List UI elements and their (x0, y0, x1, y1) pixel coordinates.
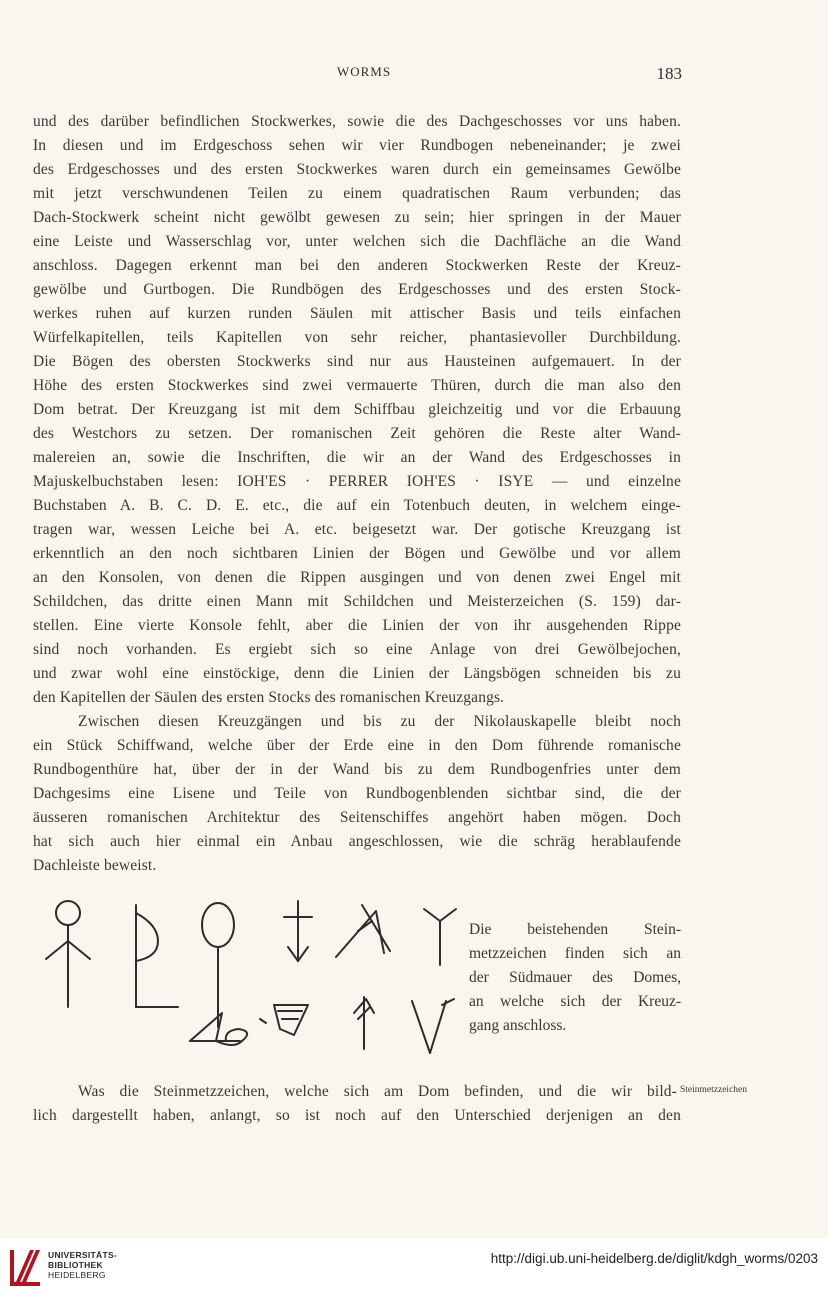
text-line: sind noch vorhanden. Es ergiebt sich so eine Anlage von drei Gewölbejochen, (33, 641, 681, 658)
text-line: eine Leiste und Wasserschlag vor, unter welchen sich die Dachfläche an die Wand (33, 233, 681, 250)
text-line: an den Konsolen, von denen die Rippen ausgingen und von denen zwei Engel mit (33, 569, 681, 586)
text-line: In diesen und im Erdgeschoss sehen wir vier Rundbogen nebeneinander; je zwei (33, 137, 681, 154)
text-line: gewölbe und Gurtbogen. Die Rundbögen des Erdgeschosses und des ersten Stock- (33, 281, 681, 298)
mason-mark-cross-arrow (284, 901, 312, 961)
text-line: mit jetzt verschwundenen Teilen zu einem quadratischen Raum verbunden; das (33, 185, 681, 202)
text-line: werkes ruhen auf kurzen runden Säulen mit attischer Basis und teils einfachen (33, 305, 681, 322)
mason-marks-illustration (40, 895, 460, 1055)
text-line: erkenntlich an den noch sichtbaren Linien der Bögen und Gewölbe und vor allem (33, 545, 681, 562)
text-line: Dom betrat. Der Kreuzgang ist mit dem Schiffbau gleichzeitig und vor die Erbauung (33, 401, 681, 418)
caption-line: gang anschloss. (469, 1017, 567, 1034)
text-line: malereien an, sowie die Inschriften, die wir an der Wand des Erdgeschosses in (33, 449, 681, 466)
text-line: den Kapitellen der Säulen des ersten Stocks des romanischen Kreuzgangs. (33, 689, 505, 706)
caption-line: der Südmauer des Domes, (469, 969, 681, 986)
text-line: äusseren romanischen Architektur des Seitenschiffes angehört haben mögen. Doch (33, 809, 681, 826)
mason-mark-v (412, 999, 454, 1053)
text-line: Höhe des ersten Stockwerkes sind zwei vermauerte Thüren, durch die man also den (33, 377, 681, 394)
source-url-link[interactable]: http://digi.ub.uni-heidelberg.de/diglit/kdgh_worms/0203 (490, 1251, 818, 1266)
text-line: und des darüber befindlichen Stockwerkes, sowie die des Dachgeschosses vor uns haben. (33, 113, 681, 130)
running-header-title: WORMS (336, 64, 392, 79)
mason-mark-circle-flag (190, 903, 247, 1045)
text-line: lich dargestellt haben, anlangt, so ist noch auf den Unterschied derjenigen an den (33, 1107, 681, 1124)
text-line: Dachgesims eine Lisene und Teile von Rundbogenblenden sichtbar sind, die der (33, 785, 681, 802)
text-line: stellen. Eine vierte Konsole fehlt, aber die Linien der von ihr ausgehenden Rippe (33, 617, 681, 634)
logo-text-line: BIBLIOTHEK (48, 1260, 103, 1270)
text-line: des Erdgeschosses und des ersten Stockwerkes waren durch ein gemeinsames Gewölbe (33, 161, 681, 178)
text-line: tragen war, wessen Leiche bei A. etc. beigesetzt war. Der gotische Kreuzgang ist (33, 521, 681, 538)
text-line: Zwischen diesen Kreuzgängen und bis zu der Nikolauskapelle bleibt noch (78, 713, 681, 730)
text-line: anschloss. Dagegen erkennt man bei den anderen Stockwerken Reste der Kreuz- (33, 257, 681, 274)
library-logo-icon (8, 1246, 42, 1288)
margin-note: Steinmetzzeichen (680, 1085, 747, 1095)
mason-mark-y-fork (424, 909, 456, 965)
caption-line: an welche sich der Kreuz- (469, 993, 681, 1010)
text-line: und zwar wohl eine einstöckige, denn die Linien der Längsbögen schneiden bis zu (33, 665, 681, 682)
text-line: Majuskelbuchstaben lesen: IOH'ES · PERRER IOH'ES · ISYE — und einzelne (33, 473, 681, 490)
page-number: 183 (656, 64, 682, 83)
logo-text-line: HEIDELBERG (48, 1270, 106, 1280)
mason-mark-box-hook (260, 1005, 308, 1035)
caption-line: metzzeichen finden sich an (469, 945, 681, 962)
footer-bar (0, 1238, 828, 1296)
mason-mark-triangle (336, 905, 390, 957)
text-line: Würfelkapitellen, teils Kapitellen von sehr reicher, phantasievoller Durchbildung. (33, 329, 681, 346)
text-line: Dach-Stockwerk scheint nicht gewölbt gewesen zu sein; hier springen in der Mauer (33, 209, 681, 226)
logo-text-line: UNIVERSITÄTS- (48, 1250, 118, 1260)
mason-mark-p-l (136, 905, 178, 1007)
text-line: Die Bögen des obersten Stockwerks sind nur aus Hausteinen aufgemauert. In der (33, 353, 681, 370)
text-line: des Westchors zu setzen. Der romanischen Zeit gehören die Reste alter Wand- (33, 425, 681, 442)
text-line: Dachleiste beweist. (33, 857, 157, 874)
text-line: Was die Steinmetzzeichen, welche sich am Dom befinden, und die wir bild- (78, 1083, 677, 1100)
text-line: hat sich auch hier einmal ein Anbau angeschlossen, wie die schräg herablaufende (33, 833, 681, 850)
caption-line: Die beistehenden Stein- (469, 921, 681, 938)
text-line: Rundbogenthüre hat, über der in der Wand bis zu dem Rundbogenfries unter dem (33, 761, 681, 778)
text-line: Buchstaben A. B. C. D. E. etc., die auf ein Totenbuch deuten, in welchem einge- (33, 497, 681, 514)
mason-mark-arrow-up (354, 997, 374, 1049)
text-line: Schildchen, das dritte einen Mann mit Schildchen und Meisterzeichen (S. 159) dar- (33, 593, 681, 610)
text-line: ein Stück Schiffwand, welche über der Erde eine in den Dom führende romanische (33, 737, 681, 754)
mason-mark-y-circle (46, 901, 90, 1007)
